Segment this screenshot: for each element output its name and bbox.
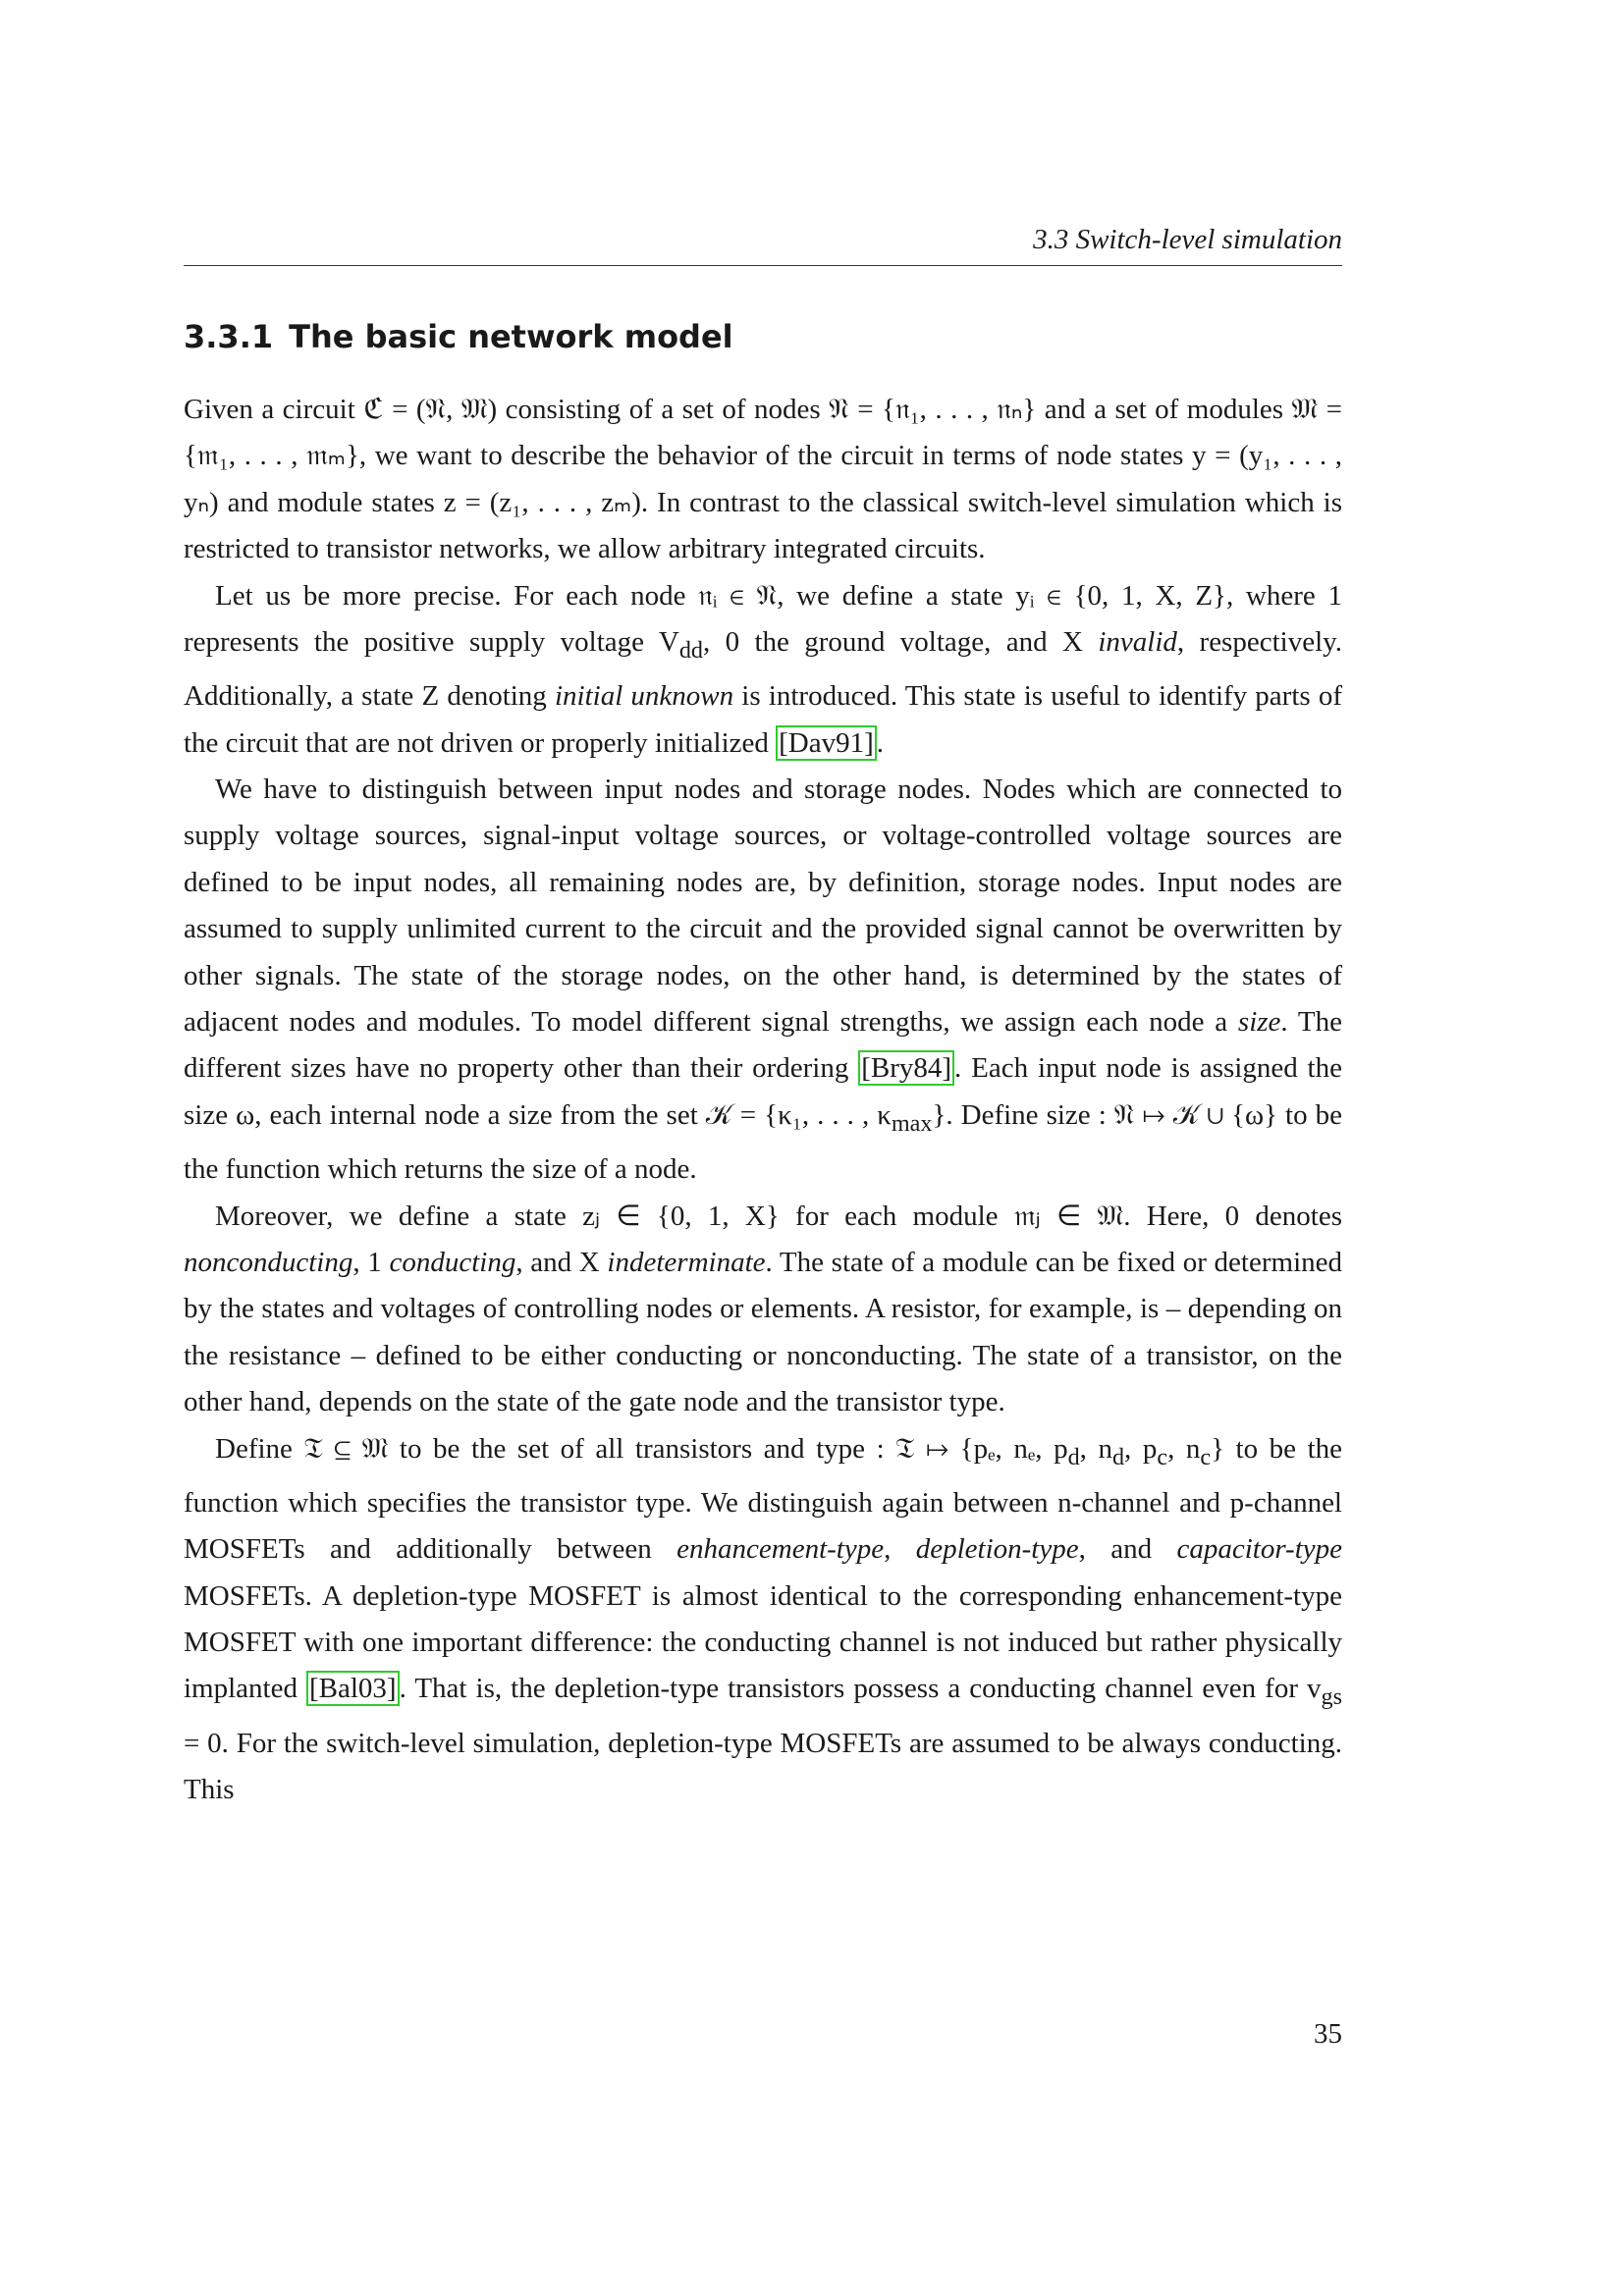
p5-text-1d: , n [1167, 1432, 1201, 1465]
citation-link-bal03[interactable]: [Bal03] [306, 1671, 400, 1706]
body-text [184, 387, 1342, 1813]
p5-text-6: . That is, the depletion-type transistors possess a conducting channel even for v [399, 1673, 1322, 1705]
p3-text-2: . The different sizes have no property other than their ordering [184, 1006, 1343, 1085]
p2-text-2: , 0 the ground voltage, and X [702, 626, 1099, 659]
p5-text-5: MOSFETs. A depletion-type MOSFET is almost identical to the corresponding enhancement-type MOSFET with one important difference: the conducting channel is not induced but rather physically implanted [184, 1579, 1342, 1705]
p3-em-size: size [1237, 1006, 1281, 1039]
p5-sub-c1: c [1157, 1443, 1168, 1470]
p5-em-capacitor-type: capacitor-type [1176, 1533, 1342, 1566]
p5-text-1c: , p [1124, 1432, 1158, 1465]
paragraph-4 [184, 1194, 1342, 1426]
p4-text-2: , 1 [352, 1246, 390, 1278]
p5-text-2: } to be the function which specifies the transistor type. We distinguish again between n-channel and p-channel MOSFETs and additionally between [184, 1432, 1343, 1566]
p4-em-conducting: conducting [389, 1246, 516, 1278]
p5-em-enhancement-type: enhancement-type [676, 1533, 885, 1566]
p3-text-3: . Each input node is assigned the size ω, each internal node a size from the set 𝒦 = {κ₁, . . . , κ [184, 1052, 1342, 1131]
p5-sub-d2: d [1111, 1443, 1125, 1470]
p3-sub-max: max [891, 1109, 933, 1137]
running-header: 3.3 Switch-level simulation [1033, 224, 1342, 255]
p2-em-initial-unknown: initial unknown [554, 680, 734, 713]
p4-em-indeterminate: indeterminate [607, 1246, 766, 1278]
p5-text-1: Define 𝔗 ⊆ 𝔐 to be the set of all transistors and type : 𝔗 ↦ {pₑ, nₑ, p [215, 1432, 1068, 1465]
p3-text-4: }. Define size : 𝔑 ↦ 𝒦 ∪ {ω} to be the function which returns the size of a node. [184, 1098, 1342, 1186]
p4-text-4: . The state of a module can be fixed or determined by the states and voltages of controlling nodes or elements. A resistor, for example, is – depending on the resistance – defined to be either conducting or nonconducting. The state of a transistor, on the other hand, depends on the state of the gate node and the transistor type. [184, 1246, 1343, 1418]
paragraph-2 [184, 573, 1342, 767]
p2-text-5: . [876, 726, 885, 759]
p2-text-1: Let us be more precise. For each node 𝔫ᵢ ∈ 𝔑, we define a state yᵢ ∈ {0, 1, X, Z}, where 1 represents the positive supply voltage V [184, 579, 1342, 659]
p2-text-3: , respectively. Additionally, a state Z denoting [184, 626, 1342, 713]
page-number: 35 [1314, 2018, 1342, 2050]
citation-link-dav91[interactable]: [Dav91] [776, 725, 877, 761]
paragraph-5 [184, 1426, 1342, 1814]
paragraph-1 [184, 387, 1342, 573]
section-title: The basic network model [289, 318, 733, 355]
section-number: 3.3.1 [184, 318, 274, 355]
p2-em-invalid: invalid [1098, 626, 1177, 659]
p5-sub-c2: c [1200, 1443, 1212, 1470]
p4-em-nonconducting: nonconducting [184, 1246, 353, 1278]
p5-sub-d1: d [1067, 1443, 1080, 1470]
p2-text-4: is introduced. This state is useful to identify parts of the circuit that are not driven or properly initialized [184, 680, 1342, 759]
p5-text-4: , and [1078, 1533, 1177, 1566]
p5-text-7: = 0. For the switch-level simulation, depletion-type MOSFETs are assumed to be always conducting. This [184, 1727, 1342, 1805]
p5-em-depletion-type: depletion-type [915, 1533, 1079, 1566]
section-heading [184, 318, 733, 355]
p5-text-1b: , n [1079, 1432, 1112, 1465]
p2-sub-dd: dd [678, 636, 703, 664]
paragraph-1-text: Given a circuit ℭ = (𝔑, 𝔐) consisting of a set of nodes 𝔑 = {𝔫₁, . . . , 𝔫ₙ} and a set of modules 𝔐 = {𝔪₁, . . . , 𝔪ₘ}, we want to describe the behavior of the circuit in terms of node states y = (y₁, . . . , yₙ) and module states z = (z₁, . . . , zₘ). In contrast to the classical switch-level simulation which is restricted to transistor networks, we allow arbitrary integrated circuits. [184, 394, 1342, 565]
p3-text-1: We have to distinguish between input nodes and storage nodes. Nodes which are connected to supply voltage sources, signal-input voltage sources, or voltage-controlled voltage sources are defined to be input nodes, all remaining nodes are, by definition, storage nodes. Input nodes are assumed to supply unlimited current to the circuit and the provided signal cannot be overwritten by other signals. The state of the storage nodes, on the other hand, is determined by the states of adjacent nodes and modules. To model different signal strengths, we assign each node a [184, 774, 1342, 1039]
p4-text-1: Moreover, we define a state zⱼ ∈ {0, 1, X} for each module 𝔪ⱼ ∈ 𝔐. Here, 0 denotes [215, 1200, 1342, 1232]
paragraph-3 [184, 767, 1342, 1193]
p5-sub-gs: gs [1321, 1683, 1342, 1711]
header-rule [184, 265, 1342, 266]
citation-link-bry84[interactable]: [Bry84] [858, 1050, 954, 1086]
p4-text-3: , and X [515, 1246, 608, 1278]
p5-text-3: , [884, 1533, 916, 1566]
